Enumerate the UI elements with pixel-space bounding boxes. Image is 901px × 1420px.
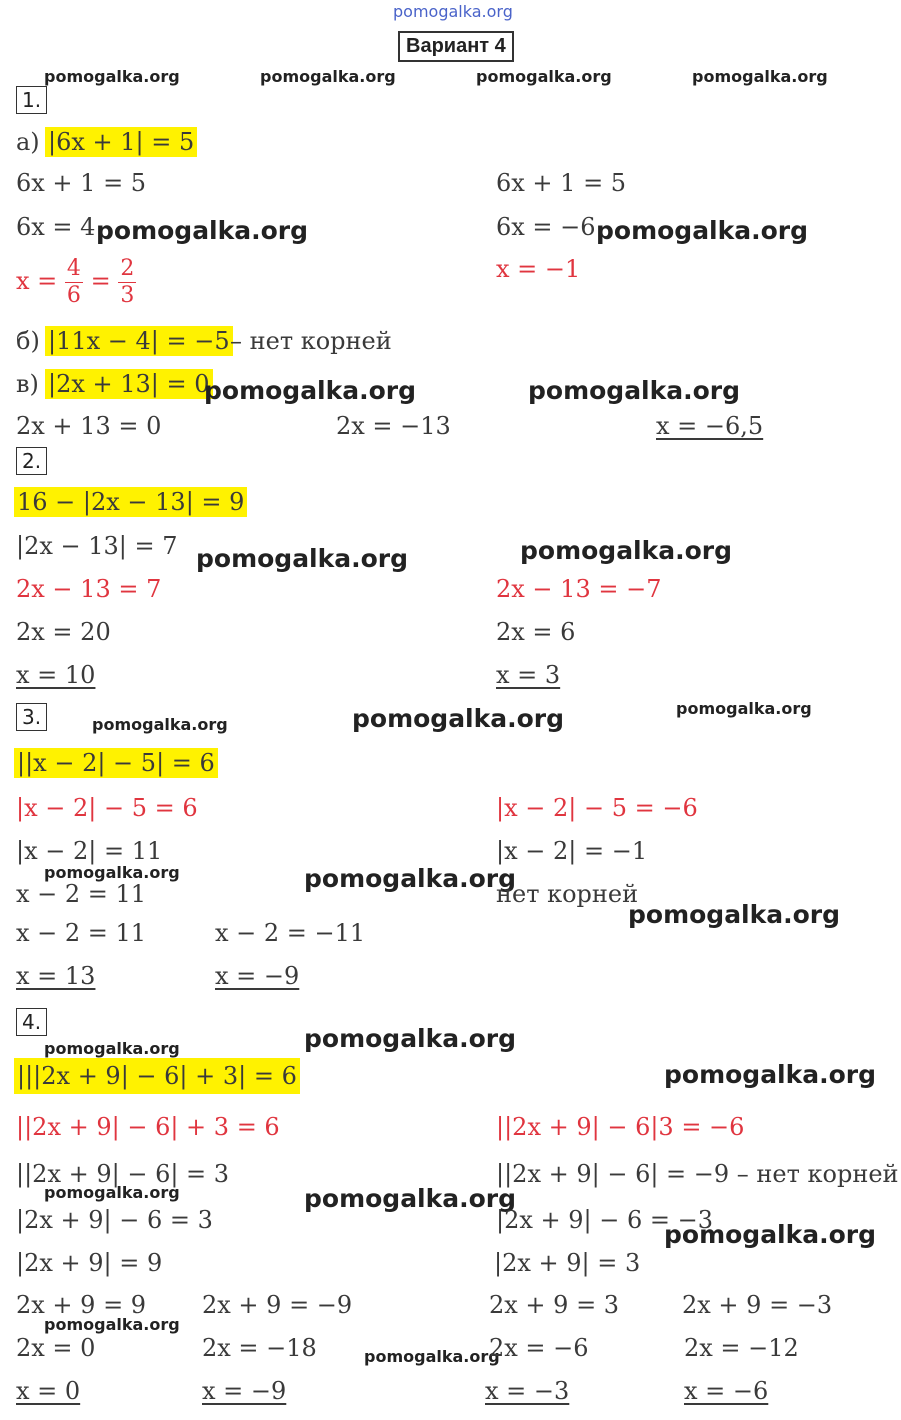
task4-left5a: 2x + 9 = 9 (16, 1291, 147, 1319)
watermark: pomogalka.org (352, 704, 565, 733)
watermark: pomogalka.org (664, 1060, 877, 1089)
task1-c-line1: 2x + 13 = 0 (16, 412, 162, 440)
watermark: pomogalka.org (44, 67, 180, 86)
equals-sign: = (90, 267, 111, 295)
task3-left3: x − 2 = 11 (16, 880, 147, 908)
task3-answer-a: x = 13 (16, 962, 96, 990)
task4-left6a: 2x = 0 (16, 1334, 96, 1362)
watermark: pomogalka.org (596, 216, 809, 245)
task1-a-right-answer: x = −1 (496, 255, 581, 283)
task1-a-line2: 6x = 4 (16, 213, 96, 241)
watermark: pomogalka.org (520, 536, 733, 565)
watermark: pomogalka.org (92, 715, 228, 734)
task1-a-right1: 6x + 1 = 5 (496, 169, 627, 197)
task4-left4: |2x + 9| = 9 (16, 1249, 163, 1277)
task1-c-equation: |2x + 13| = 0 (45, 369, 213, 399)
task1-a-right2: 6x = −6 (496, 213, 596, 241)
task4-left2: ||2x + 9| − 6| = 3 (16, 1160, 230, 1188)
task2-right2: 2x = 6 (496, 618, 576, 646)
task2-right-answer: x = 3 (496, 661, 561, 689)
watermark: pomogalka.org (364, 1347, 500, 1366)
watermark: pomogalka.org (96, 216, 309, 245)
numerator: 2 (120, 256, 135, 281)
task4-right3: |2x + 9| − 6 = −3 (496, 1206, 713, 1234)
task1-a-answer (16, 256, 136, 309)
task3-left4b: x − 2 = −11 (215, 919, 366, 947)
watermark: pomogalka.org (528, 376, 741, 405)
task-number: 3. (16, 703, 47, 731)
task4-left5b: 2x + 9 = −9 (202, 1291, 353, 1319)
site-link-top[interactable]: pomogalka.org (393, 2, 513, 21)
task1-b-note: – нет корней (230, 327, 392, 355)
task4-left6b: 2x = −18 (202, 1334, 317, 1362)
watermark: pomogalka.org (304, 1184, 517, 1213)
watermark: pomogalka.org (664, 1220, 877, 1249)
watermark: pomogalka.org (260, 67, 396, 86)
task4-right5b: 2x + 9 = −3 (682, 1291, 833, 1319)
task4-left3: |2x + 9| − 6 = 3 (16, 1206, 213, 1234)
task2-equation: 16 − |2x − 13| = 9 (14, 487, 247, 517)
denominator: 6 (66, 283, 81, 308)
task1-a-line1: 6x + 1 = 5 (16, 169, 147, 197)
task3-left1: |x − 2| − 5 = 6 (16, 794, 198, 822)
task2-left1: 2x − 13 = 7 (16, 575, 162, 603)
watermark: pomogalka.org (692, 67, 828, 86)
watermark: pomogalka.org (196, 544, 409, 573)
watermark: pomogalka.org (44, 1315, 180, 1334)
task1-a-label: а) (16, 128, 40, 156)
watermark: pomogalka.org (44, 863, 180, 882)
task3-left4a: x − 2 = 11 (16, 919, 147, 947)
task1-a-equation: |6x + 1| = 5 (45, 127, 197, 157)
answer-lhs: x = (16, 267, 58, 295)
task1-c-answer: x = −6,5 (656, 412, 764, 440)
task4-right1: ||2x + 9| − 6|3 = −6 (496, 1113, 745, 1141)
task-number: 2. (16, 447, 47, 475)
task2-line1: |2x − 13| = 7 (16, 532, 178, 560)
task-number: 1. (16, 86, 47, 114)
watermark: pomogalka.org (304, 864, 517, 893)
task2-right1: 2x − 13 = −7 (496, 575, 662, 603)
watermark: pomogalka.org (476, 67, 612, 86)
task4-right6a: 2x = −6 (489, 1334, 589, 1362)
task4-right4: |2x + 9| = 3 (494, 1249, 641, 1277)
watermark: pomogalka.org (628, 900, 841, 929)
task4-answer-d: x = −6 (684, 1377, 769, 1405)
watermark: pomogalka.org (204, 376, 417, 405)
watermark: pomogalka.org (676, 699, 812, 718)
task3-equation: ||x − 2| − 5| = 6 (14, 748, 218, 778)
fraction (65, 256, 83, 309)
task3-answer-b: x = −9 (215, 962, 300, 990)
watermark: pomogalka.org (44, 1183, 180, 1202)
task3-right1: |x − 2| − 5 = −6 (496, 794, 698, 822)
fraction (118, 256, 136, 309)
numerator: 4 (66, 256, 81, 281)
task1-b-equation: |11x − 4| = −5 (45, 326, 233, 356)
task4-left1: ||2x + 9| − 6| + 3 = 6 (16, 1113, 280, 1141)
variant-title: Вариант 4 (398, 31, 514, 62)
task1-c-line2: 2x = −13 (336, 412, 451, 440)
task2-left-answer: x = 10 (16, 661, 96, 689)
task-number: 4. (16, 1008, 47, 1036)
task3-right2: |x − 2| = −1 (496, 837, 648, 865)
watermark: pomogalka.org (44, 1039, 180, 1058)
task3-right3: нет корней (496, 880, 639, 908)
task3-left2: |x − 2| = 11 (16, 837, 163, 865)
task4-right2: ||2x + 9| − 6| = −9 – нет корней (496, 1160, 899, 1188)
task4-right6b: 2x = −12 (684, 1334, 799, 1362)
task4-answer-c: x = −3 (485, 1377, 570, 1405)
task2-left2: 2x = 20 (16, 618, 111, 646)
task4-answer-b: x = −9 (202, 1377, 287, 1405)
task4-equation: |||2x + 9| − 6| + 3| = 6 (14, 1058, 300, 1094)
task4-answer-a: x = 0 (16, 1377, 81, 1405)
denominator: 3 (120, 283, 135, 308)
task1-c-label: в) (16, 370, 39, 398)
task1-b-label: б) (16, 327, 40, 355)
task4-right5a: 2x + 9 = 3 (489, 1291, 620, 1319)
watermark: pomogalka.org (304, 1024, 517, 1053)
